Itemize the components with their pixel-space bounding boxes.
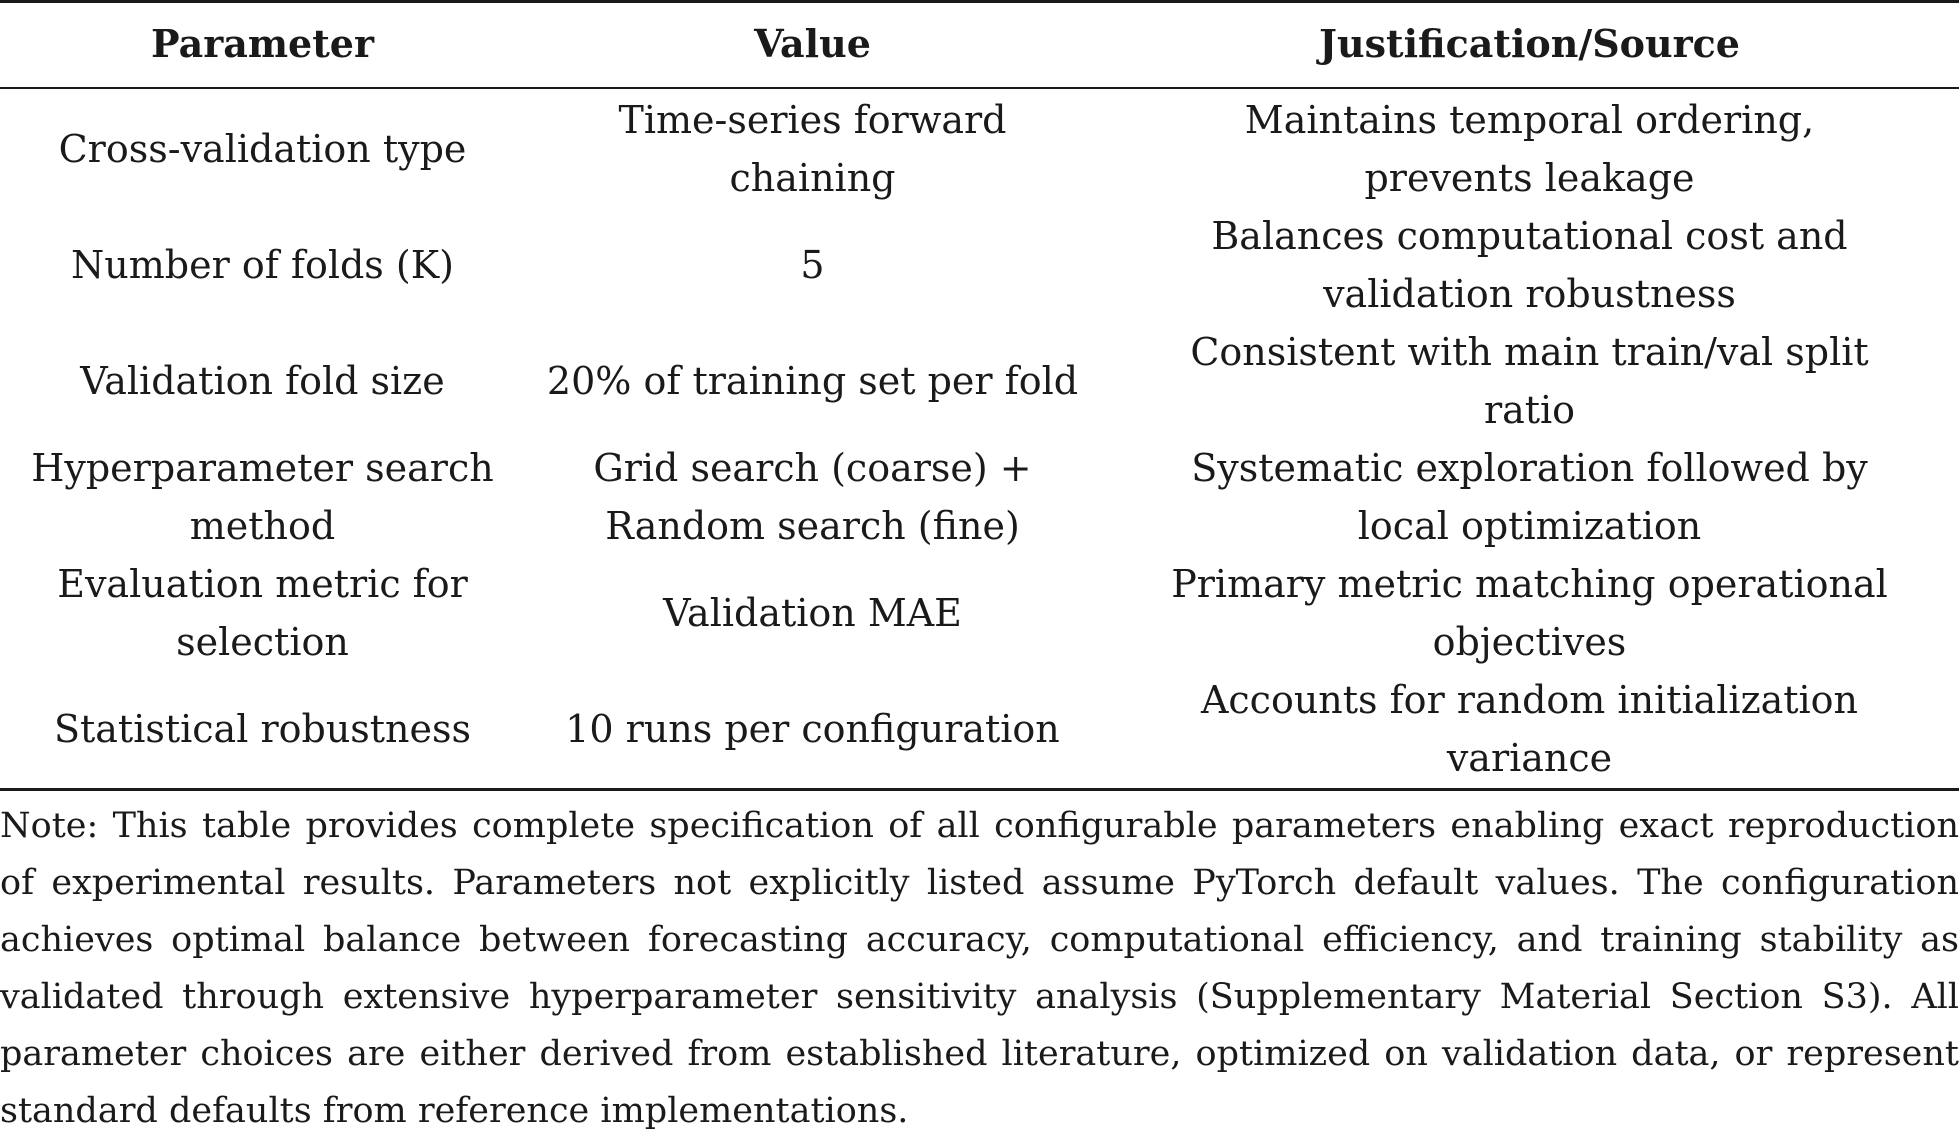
header-value: Value: [754, 21, 871, 66]
table-header-row: [0, 0, 1959, 87]
cell-value: [525, 91, 1100, 207]
header-justification: Justification/Source: [1319, 21, 1740, 66]
cell-justification-text: Accounts for random initialization variance: [1200, 678, 1859, 780]
table-row: [0, 671, 1959, 787]
cell-justification: [1100, 207, 1959, 323]
table-row: [0, 439, 1959, 555]
cell-justification-text: Systematic exploration followed by local optimization: [1191, 446, 1868, 548]
cell-parameter: [0, 439, 525, 555]
cell-parameter-text: Evaluation metric for selection: [57, 562, 468, 664]
cell-justification: [1100, 323, 1959, 439]
cell-justification-text: Primary metric matching operational objectives: [1171, 562, 1888, 664]
cell-parameter: Statistical robustness: [53, 707, 472, 751]
cell-value: 10 runs per configuration: [565, 707, 1060, 751]
table-row: [0, 323, 1959, 439]
cell-justification-text: Consistent with main train/val split ratio: [1190, 330, 1869, 432]
cell-value: Validation MAE: [663, 591, 962, 635]
cell-value-text: Time-series forward chaining: [618, 98, 1007, 200]
cell-parameter: [0, 555, 525, 671]
cell-parameter: Cross-validation type: [58, 127, 467, 171]
table-row: [0, 207, 1959, 323]
table-bottom-rule: [0, 788, 1959, 791]
table-row: [0, 91, 1959, 207]
header-parameter: Parameter: [151, 21, 374, 66]
cell-parameter-text: Hyperparameter search method: [31, 446, 494, 548]
table-note: Note: This table provides complete specification of all configurable parameters enabling exact reproduction of experimental results. Parameters not explicitly listed assume PyTorch default values. The configuration achieves optimal balance between forecasting accuracy, computational efficiency, and training stability as validated through extensive hyperparameter sensitivity analysis (Supplementary Material Section S3). All parameter choices are either derived from established literature, optimized on validation data, or represent standard defaults from reference implementations.: [0, 806, 1959, 1131]
cell-value: 5: [800, 243, 825, 287]
table-header-rule: [0, 87, 1959, 89]
cell-parameter: Number of folds (K): [71, 243, 454, 287]
cell-justification-text: Balances computational cost and validation robustness: [1211, 214, 1848, 316]
table-row: [0, 555, 1959, 671]
cell-value: 20% of training set per fold: [546, 359, 1079, 403]
cell-justification: [1100, 555, 1959, 671]
cell-justification: [1100, 439, 1959, 555]
cell-justification: [1100, 91, 1959, 207]
cell-justification: [1100, 671, 1959, 787]
cell-justification-text: Maintains temporal ordering, prevents leakage: [1244, 98, 1815, 200]
cell-parameter: Validation fold size: [80, 359, 445, 403]
cell-value-text: Grid search (coarse) + Random search (fine): [593, 446, 1032, 548]
cell-value: [525, 439, 1100, 555]
